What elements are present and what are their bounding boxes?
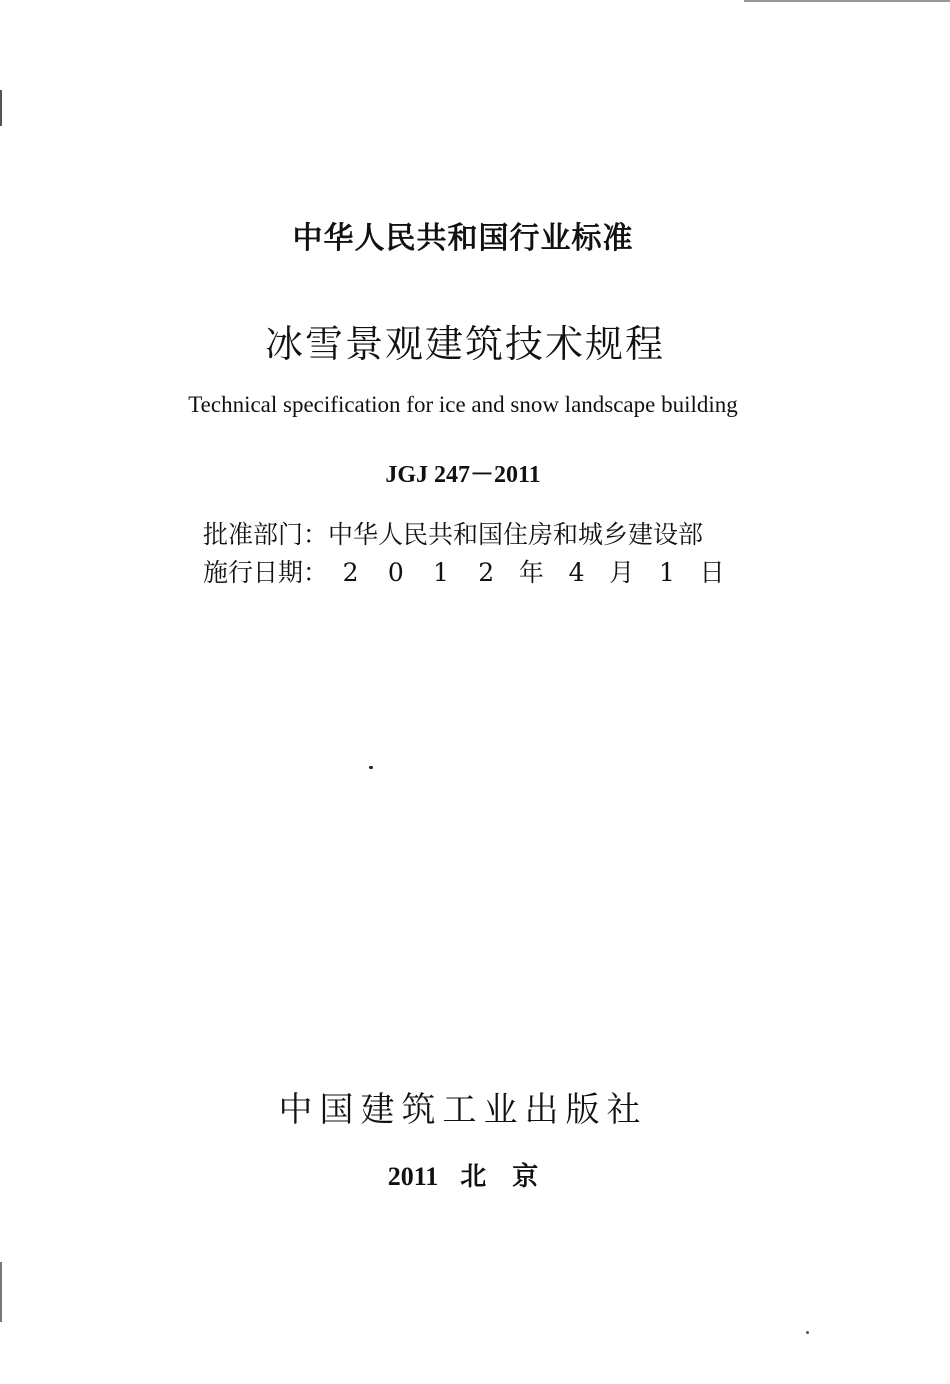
effective-date-row — [203, 553, 735, 589]
approval-value: 中华人民共和国住房和城乡建设部 — [328, 520, 704, 549]
city-char: 京 — [512, 1162, 539, 1191]
date-char: 0 — [387, 558, 404, 587]
date-char: 年 — [518, 558, 544, 587]
approval-label: 批准部门： — [203, 520, 329, 549]
date-char: 月 — [609, 558, 635, 587]
date-char: 2 — [342, 558, 359, 587]
publication-place-year — [0, 1156, 938, 1193]
scan-edge-mark — [0, 90, 2, 126]
publication-year: 2011 — [387, 1162, 439, 1191]
approval-row — [203, 515, 703, 551]
city-char: 北 — [460, 1162, 487, 1191]
date-char: 4 — [568, 558, 585, 587]
scan-dot — [369, 766, 373, 769]
series-title: 中华人民共和国行业标准 — [292, 221, 634, 256]
date-char: 2 — [478, 558, 495, 587]
scan-edge-mark — [0, 1262, 2, 1322]
standard-code: JGJ 247－2011 — [385, 462, 541, 488]
publisher-name: 中国建筑工业出版社 — [278, 1090, 648, 1130]
english-title: Technical specification for ice and snow landscape building — [188, 392, 738, 417]
date-char: 日 — [699, 558, 725, 587]
scan-dot — [806, 1331, 809, 1334]
main-title: 冰雪景观建筑技术规程 — [264, 322, 665, 366]
date-char: 1 — [658, 558, 675, 587]
scan-top-line — [744, 0, 950, 2]
effective-date-label: 施行日期： — [203, 558, 329, 587]
date-char: 1 — [433, 558, 449, 587]
